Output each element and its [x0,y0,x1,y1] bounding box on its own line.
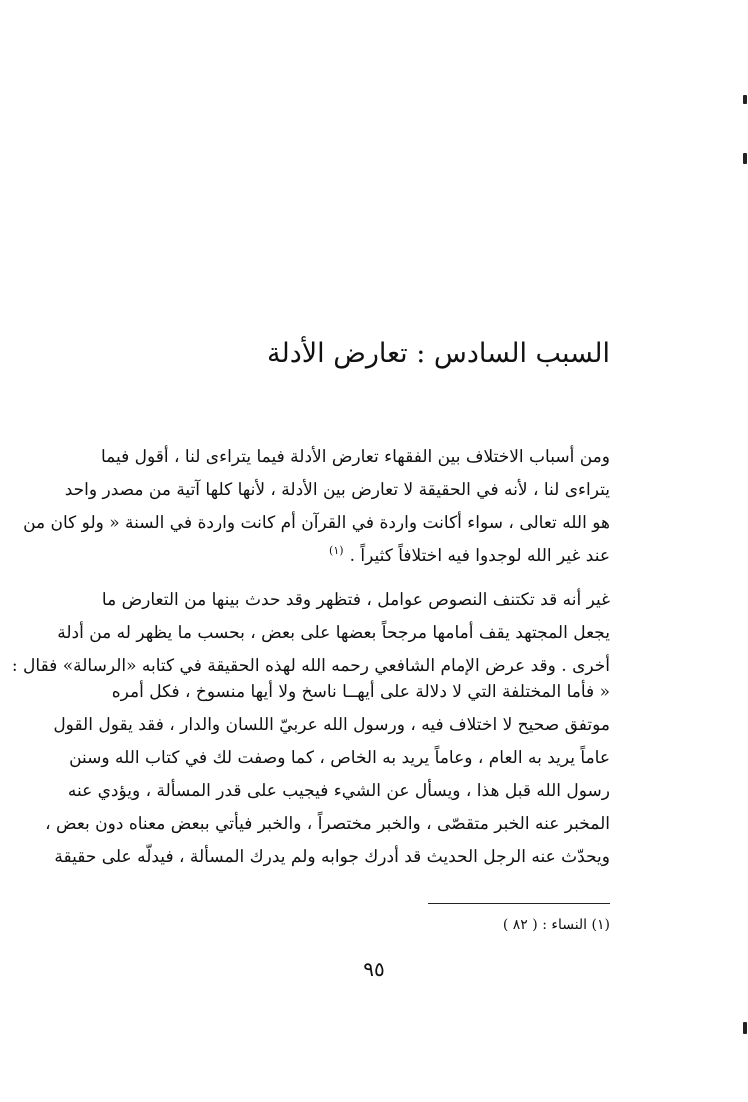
text-line: أخرى . وقد عرض الإمام الشافعي رحمه الله لهذه الحقيقة في كتابه «الرسالة» فقال : [11,656,610,676]
footnote-divider [428,903,610,904]
text-line: « فأما المختلفة التي لا دلالة على أيهــا ناسخ ولا أيها منسوخ ، فكل أمره [111,682,610,702]
text-line: موتفق صحيح لا اختلاف فيه ، ورسول الله عربيّ اللسان والدار ، فقد يقول القول [53,715,610,735]
text-line: يجعل المجتهد يقف أمامها مرجحاً بعضها على بعض ، بحسب ما يظهر له من أدلة [57,623,610,643]
section-title: السبب السادس : تعارض الأدلة [267,338,610,369]
footnote-reference: (١) [329,544,344,558]
text-line-last [132,540,610,573]
text-line-content: عند غير الله لوجدوا فيه اختلافاً كثيراً . [349,546,610,566]
scan-edge-mark [743,1022,747,1034]
page-number: ٩٥ [363,957,385,981]
text-line: ومن أسباب الاختلاف بين الفقهاء تعارض الأدلة فيما يتراءى لنا ، أقول فيما [100,447,610,467]
text-line: يتراءى لنا ، لأنه في الحقيقة لا تعارض بين الأدلة ، لأنها كلها آتية من مصدر واحد [64,480,610,500]
text-line: عاماً يريد به العام ، وعاماً يريد به الخاص ، كما وصفت لك في كتاب الله وسنن [69,748,610,768]
paragraph-3-quotation [45,676,610,874]
text-line: غير أنه قد تكتنف النصوص عوامل ، فتظهر وقد حدث بينها من التعارض ما [101,590,610,610]
text-line: المخبر عنه الخبر متقصّى ، والخبر مختصراً ، والخبر فيأتي ببعض معناه دون بعض ، [45,814,610,834]
paragraph-1 [23,441,610,573]
text-line: رسول الله قبل هذا ، ويسأل عن الشيء فيجيب على قدر المسألة ، ويؤدي عنه [67,781,610,801]
scan-edge-mark [743,95,747,104]
text-line: هو الله تعالى ، سواء أكانت واردة في القرآن أم كانت واردة في السنة « ولو كان من [23,513,610,533]
footnote: (١) النساء : ( ٨٢ ) [502,917,610,933]
scan-edge-mark [743,153,747,164]
paragraph-2 [11,584,610,683]
text-line: ويحدّث عنه الرجل الحديث قد أدرك جوابه ولم يدرك المسألة ، فيدلّه على حقيقة [54,847,610,867]
